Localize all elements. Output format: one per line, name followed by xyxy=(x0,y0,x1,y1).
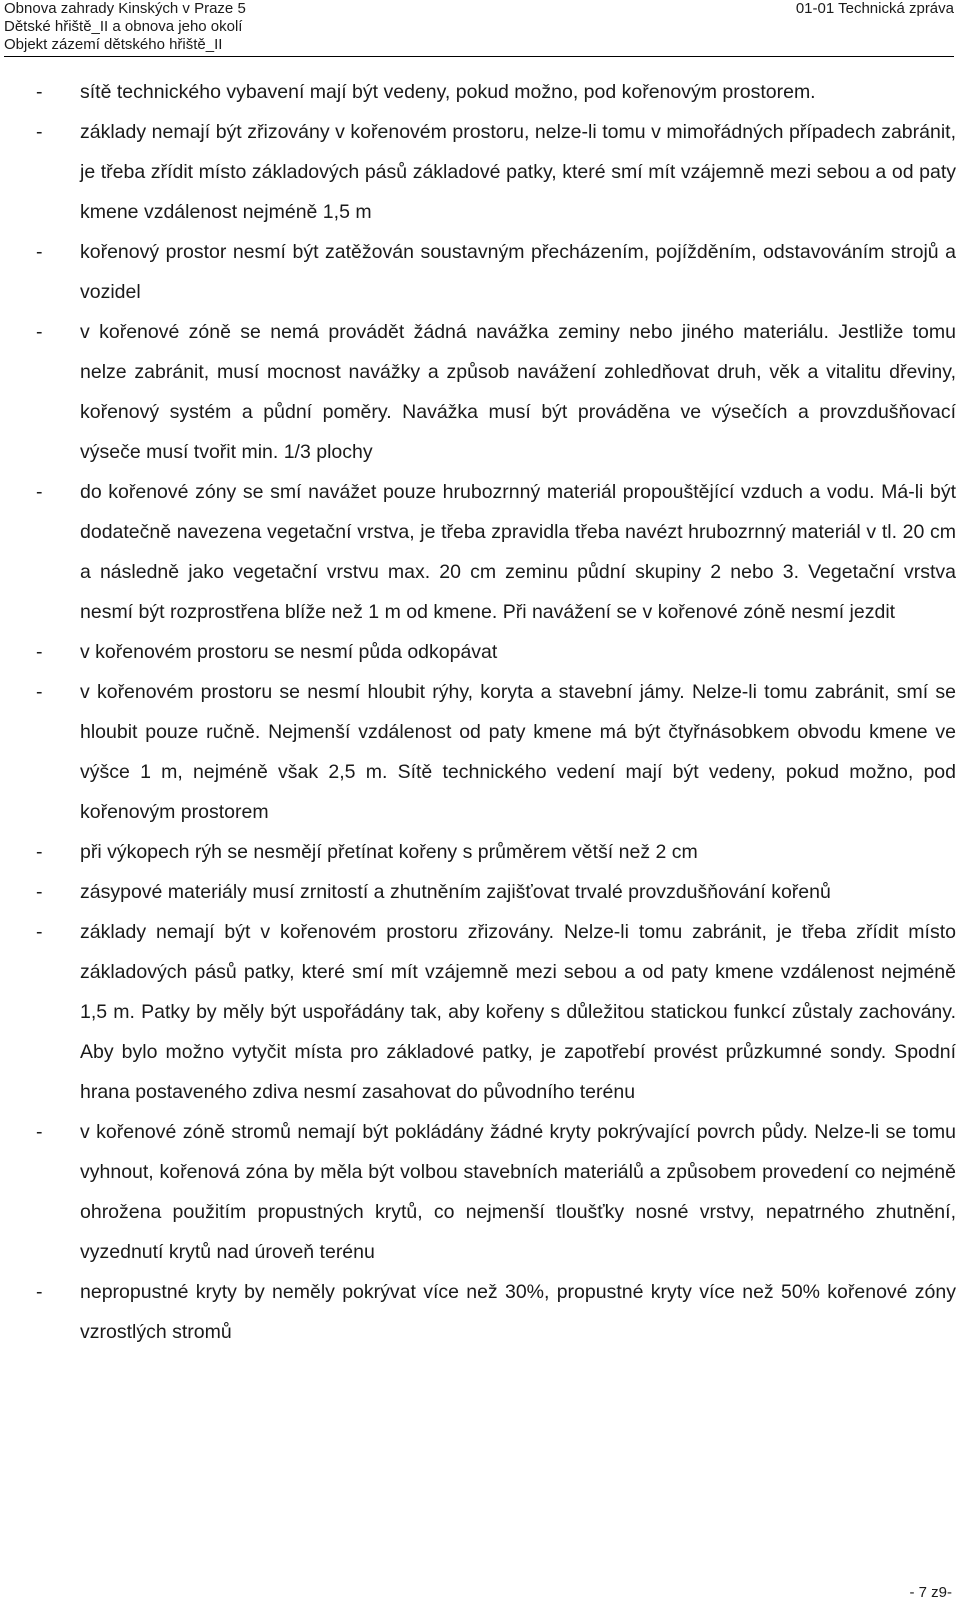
list-dash: - xyxy=(36,921,43,943)
list-item xyxy=(36,1272,956,1352)
header-doc-code: 01-01 Technická zpráva xyxy=(795,0,954,17)
list-item-text: do kořenové zóny se smí navážet pouze hrubozrnný materiál propouštějící vzduch a vodu. Má-li být dodatečně navezena vegetační vrstva, je třeba zpravidla třeba navézt hrubozrnný materiál v tl. 20 cm a následně jako vegetační vrstvu max. 20 cm zeminu půdní skupiny 2 nebo 3. Vegetační vrstva nesmí být rozprostřena blíže než 1 m od kmene. Při navážení se v kořenové zóně nesmí jezdit xyxy=(80,481,956,623)
list-dash: - xyxy=(36,1121,43,1143)
document-body xyxy=(36,72,956,1352)
list-dash: - xyxy=(36,241,43,263)
list-item xyxy=(36,872,956,912)
list-item xyxy=(36,72,956,112)
list-item xyxy=(36,112,956,232)
list-item-text: v kořenové zóně stromů nemají být pokládány žádné kryty pokrývající povrch půdy. Nelze-li se tomu vyhnout, kořenová zóna by měla být volbou stavebních materiálů a způsobem provedení co nejméně ohrožena použitím propustných krytů, co nejmenší tloušťky nosné vrstvy, nepatrného zhutnění, vyzednutí krytů nad úroveň terénu xyxy=(80,1121,956,1263)
list-item xyxy=(36,472,956,632)
list-dash: - xyxy=(36,321,43,343)
list-item xyxy=(36,312,956,472)
list-dash: - xyxy=(36,121,43,143)
header-project-title: Obnova zahrady Kinských v Praze 5 xyxy=(4,0,246,17)
list-item xyxy=(36,632,956,672)
list-dash: - xyxy=(36,481,43,503)
list-item-text: zásypové materiály musí zrnitostí a zhutněním zajišťovat trvalé provzdušňování kořenů xyxy=(80,881,831,903)
list-item-text: v kořenovém prostoru se nesmí hloubit rýhy, koryta a stavební jámy. Nelze-li tomu zabránit, smí se hloubit pouze ručně. Nejmenší vzdálenost od paty kmene má být čtyřnásobkem obvodu kmene ve výšce 1 m, nejméně však 2,5 m. Sítě technického vedení mají být vedeny, pokud možno, pod kořenovým prostorem xyxy=(80,681,956,823)
list-item-text: při výkopech rýh se nesmějí přetínat kořeny s průměrem větší než 2 cm xyxy=(80,841,698,863)
list-item xyxy=(36,232,956,312)
list-item xyxy=(36,1112,956,1272)
page-number: - 7 z9- xyxy=(909,1584,952,1601)
list-item xyxy=(36,832,956,872)
list-dash: - xyxy=(36,881,43,903)
list-item-text: v kořenové zóně se nemá provádět žádná navážka zeminy nebo jiného materiálu. Jestliže tomu nelze zabránit, musí mocnost navážky a způsob navážení zohledňovat druh, věk a vitalitu dřeviny, kořenový systém a půdní poměry. Navážka musí být prováděna ve výsečích a provzdušňovací výseče musí tvořit min. 1/3 plochy xyxy=(80,321,956,463)
list-dash: - xyxy=(36,681,43,703)
list-dash: - xyxy=(36,81,43,103)
list-dash: - xyxy=(36,1281,43,1303)
list-item-text: základy nemají být zřizovány v kořenovém prostoru, nelze-li tomu v mimořádných případech zabránit, je třeba zřídit místo základových pásů základové patky, které smí mít vzájemně mezi sebou a od paty kmene vzdálenost nejméně 1,5 m xyxy=(80,121,956,223)
list-item-text: kořenový prostor nesmí být zatěžován soustavným přecházením, pojížděním, odstavováním strojů a vozidel xyxy=(80,241,956,303)
page-header xyxy=(4,0,954,57)
list-dash: - xyxy=(36,841,43,863)
list-item-text: v kořenovém prostoru se nesmí půda odkopávat xyxy=(80,641,498,663)
list-item-text: sítě technického vybavení mají být vedeny, pokud možno, pod kořenovým prostorem. xyxy=(80,81,816,103)
list-item xyxy=(36,912,956,1112)
list-item xyxy=(36,672,956,832)
header-object-name: Objekt zázemí dětského hřiště_II xyxy=(4,36,223,53)
list-dash: - xyxy=(36,641,43,663)
list-item-text: nepropustné kryty by neměly pokrývat více než 30%, propustné kryty více než 50% kořenové zóny vzrostlých stromů xyxy=(80,1281,956,1343)
list-item-text: základy nemají být v kořenovém prostoru zřizovány. Nelze-li tomu zabránit, je třeba zřídit místo základových pásů patky, které smí mít vzájemně mezi sebou a od paty kmene vzdálenost nejméně 1,5 m. Patky by měly být uspořádány tak, aby kořeny s důležitou statickou funkcí zůstaly zachovány. Aby bylo možno vytyčit místa pro základové patky, je zapotřebí provést průzkumné sondy. Spodní hrana postaveného zdiva nesmí zasahovat do původního terénu xyxy=(80,921,956,1103)
header-object-subtitle: Dětské hřiště_II a obnova jeho okolí xyxy=(4,18,243,35)
header-project-info xyxy=(4,0,246,54)
